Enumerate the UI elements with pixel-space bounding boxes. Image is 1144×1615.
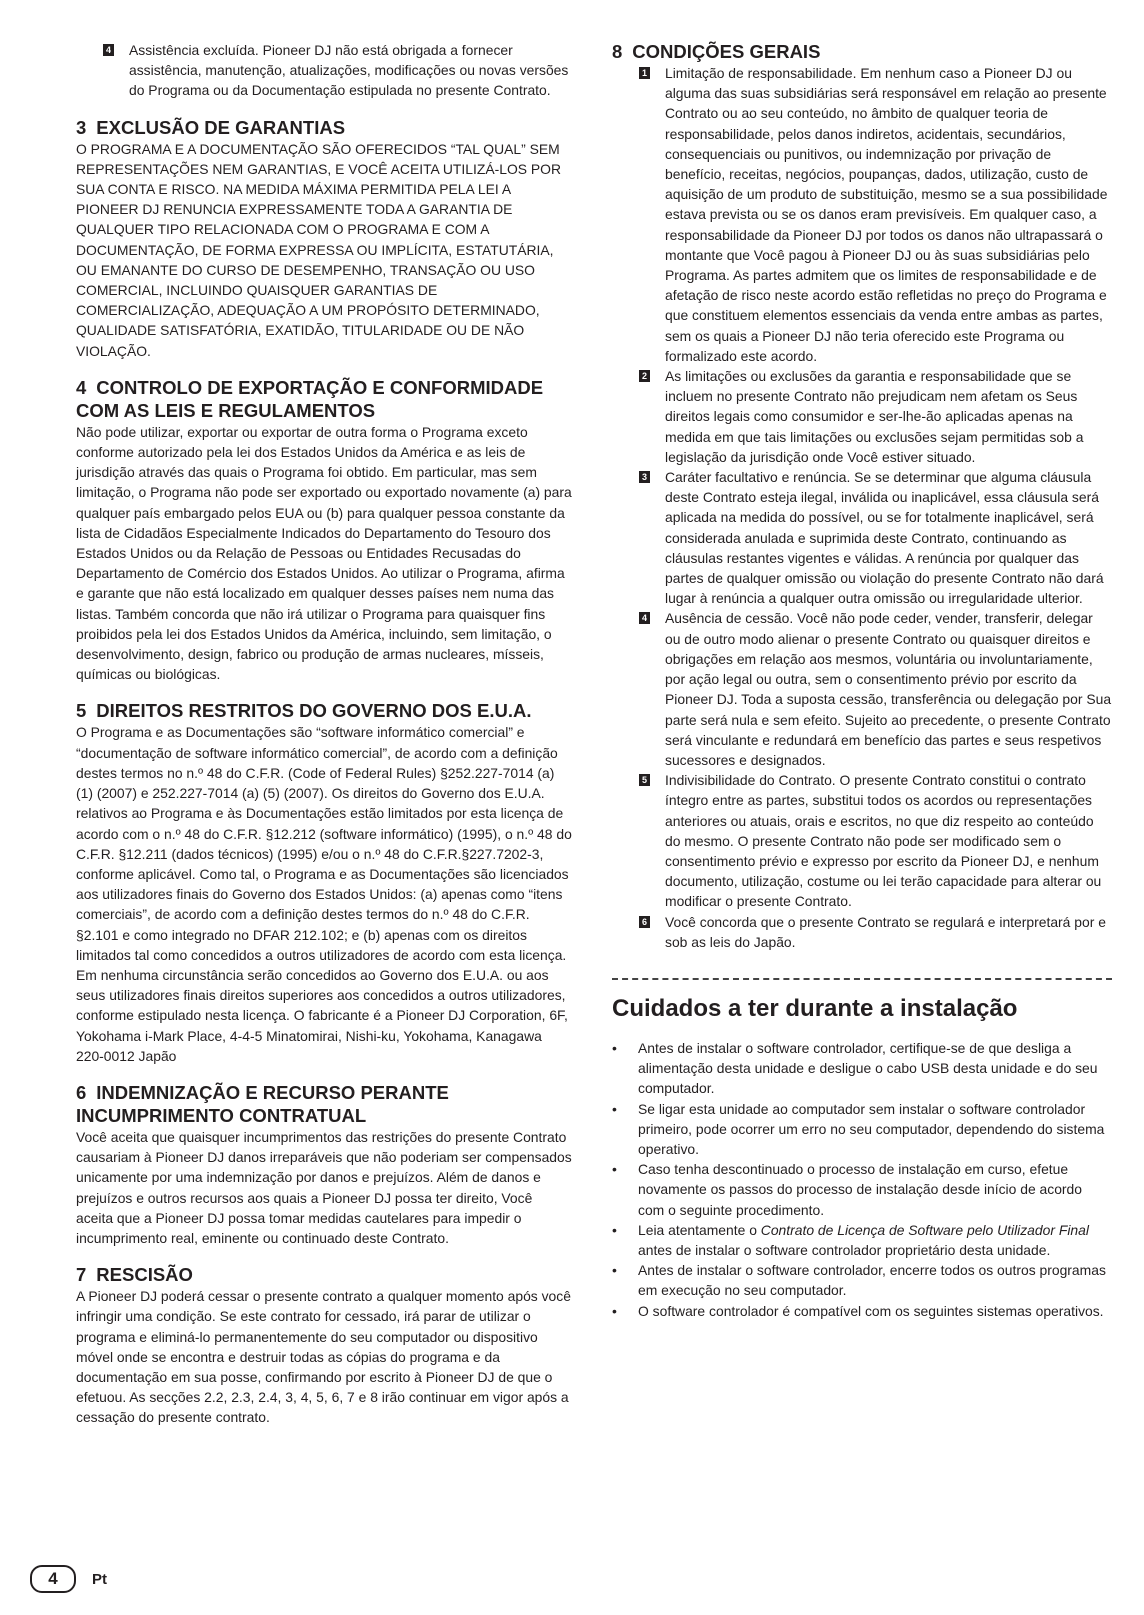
- numbered-item: [639, 912, 1112, 952]
- list-item-text: Antes de instalar o software controlador, certifique-se de que desliga a alimentação desta unidade e desligue o cabo USB desta unidade e do seu computador.: [638, 1039, 1098, 1097]
- section-heading: [612, 40, 1112, 63]
- item-number-badge: 6: [639, 916, 650, 928]
- section-body: O PROGRAMA E A DOCUMENTAÇÃO SÃO OFERECIDOS “TAL QUAL” SEM REPRESENTAÇÕES NEM GARANTIAS, E VOCÊ ACEITA UTILIZÁ-LOS POR SUA CONTA E RISCO. NA MEDIDA MÁXIMA PERMITIDA PELA LEI A PIONEER DJ RENUNCIA EXPRESSAMENTE TODA A GARANTIA DE QUALQUER TIPO RELACIONADA COM O PROGRAMA E COM A DOCUMENTAÇÃO, DE FORMA EXPRESSA OU IMPLÍCITA, ESTATUTÁRIA, OU EMANANTE DO CURSO DE DESEMPENHO, TRANSAÇÃO OU USO COMERCIAL, INCLUINDO QUAISQUER GARANTIAS DE COMERCIALIZAÇÃO, ADEQUAÇÃO A UM PROPÓSITO DETERMINADO, QUALIDADE SATISFATÓRIA, EXATIDÃO, TITULARIDADE OU DE NÃO VIOLAÇÃO.: [76, 140, 561, 359]
- item-number-badge: 1: [639, 67, 650, 79]
- installation-title: Cuidados a ter durante a instalação: [612, 994, 1018, 1022]
- section-number: 8: [612, 41, 623, 62]
- section-4: [76, 376, 572, 685]
- list-item: [612, 1159, 1112, 1220]
- section-number: 5: [76, 700, 87, 722]
- section-8: [612, 40, 1112, 952]
- section-body: A Pioneer DJ poderá cessar o presente contrato a qualquer momento após você infringir uma condição. Se este contrato for cessado, irá parar de utilizar o programa e eliminá-lo permanentemente do seu computador ou dispositivo móvel onde se encontra e destruir todas as cópias do programa e da documentação em sua posse, confirmando por escrito à Pioneer DJ de que o efetuou. As secções 2.2, 2.3, 2.4, 3, 4, 5, 6, 7 e 8 irão continuar em vigor após a cessação do presente contrato.: [76, 1288, 571, 1426]
- section-number: 6: [76, 1081, 87, 1103]
- section-heading: [76, 116, 572, 139]
- text-run: Leia atentamente o: [638, 1221, 761, 1238]
- section-title: CONDIÇÕES GERAIS: [632, 41, 821, 62]
- installation-list: [612, 1038, 1112, 1321]
- list-item: [612, 1099, 1112, 1160]
- numbered-item: [639, 608, 1112, 770]
- installation-section: [612, 994, 1112, 1321]
- bullet-icon: •: [612, 1161, 617, 1178]
- item-text: As limitações ou exclusões da garantia e responsabilidade que se incluem no presente Contrato não prejudicam nem afetam os Seus direitos legais como consumidor e ser-lhe-ão aplicadas apenas na medida em que tais limitações ou exclusões sejam permitidas sob a legislação da jurisdição onde Você estiver situado.: [665, 368, 1084, 465]
- item-text: Indivisibilidade do Contrato. O presente Contrato constitui o contrato íntegro entre as partes, substitui todos os acordos ou representações anteriores ou atuais, orais e escritos, no que diz respeito ao conteúdo do mesmo. O presente Contrato não pode ser modificado sem o consentimento prévio e expresso por escrito da Pioneer DJ, e nenhum documento, utilização, costume ou lei terão capacidade para alterar ou modificar o presente Contrato.: [665, 772, 1102, 910]
- item-number-badge: 3: [639, 471, 650, 483]
- item-text: Caráter facultativo e renúncia. Se se determinar que alguma cláusula deste Contrato esteja ilegal, inválida ou inaplicável, essa cláusula será aplicada na medida do possível, ou se for totalmente inaplicável, será considerada anulada e suprimida deste Contrato, continuando as cláusulas restantes vigentes e válidas. A renúncia por qualquer das partes de qualquer omissão ou violação do presente Contrato não dará lugar à renúncia a qualquer outra omissão ou irregularidade ulterior.: [665, 469, 1104, 607]
- section-heading: [76, 376, 572, 422]
- section-7: [76, 1263, 572, 1427]
- bullet-icon: •: [612, 1039, 617, 1056]
- section-heading: [76, 1081, 572, 1127]
- numbered-item: [103, 40, 572, 101]
- section-body: Você aceita que quaisquer incumprimentos das restrições do presente Contrato causariam à Pioneer DJ danos irreparáveis que não poderiam ser compensados unicamente por uma indemnização por danos e prejuízos. Além de danos e prejuízos e outros recursos aos quais a Pioneer DJ possa ter direito, Você aceita que a Pioneer DJ possa tomar medidas cautelares para impedir o incumprimento real, eminente ou continuado deste Contrato.: [76, 1128, 572, 1246]
- section-heading: [76, 699, 572, 722]
- list-item-text: Se ligar esta unidade ao computador sem instalar o software controlador primeiro, pode ocorrer um erro no seu computador, dependendo do sistema operativo.: [638, 1100, 1105, 1157]
- list-item-text: O software controlador é compatível com os seguintes sistemas operativos.: [638, 1302, 1104, 1319]
- item-text: Limitação de responsabilidade. Em nenhum caso a Pioneer DJ ou alguma das suas subsidiárias será responsável em relação ao presente Contrato ou ao seu conteúdo, no âmbito de qualquer teoria de responsabilidade, pelos danos indiretos, acidentais, secundários, consequenciais ou punitivos, ou indemnização por privação de benefício, receitas, negócios, poupanças, dados, utilização, custo de aquisição de um produto de substituição, mesmo se a sua possibilidade estava prevista ou se os danos eram previsíveis. Em qualquer caso, a responsabilidade da Pioneer DJ por todos os danos não ultrapassará o montante que Você pagou à Pioneer DJ ou às suas subsidiárias pelo Programa. As partes admitem que os limites de responsabilidade e de afetação de risco neste acordo estão refletidas no preço do Programa e que constituem elementos essenciais da venda entre ambas as partes, sem os quais a Pioneer DJ não teria oferecido este Programa ou formalizado este acordo.: [665, 65, 1108, 364]
- section-body: Não pode utilizar, exportar ou exportar de outra forma o Programa exceto conforme autorizado pela lei dos Estados Unidos da América e as leis de jurisdição através das quais o Programa foi obtido. Em particular, mas sem limitação, o Programa não pode ser exportado ou exportado novamente (a) para qualquer país embargado pelos EUA ou (b) para qualquer pessoa constante da lista de Cidadãos Especialmente Indicados do Departamento do Tesouro dos Estados Unidos ou da Relação de Pessoas ou Entidades Recusadas do Departamento de Comércio dos Estados Unidos. Ao utilizar o Programa, afirma e garante que não está localizado em qualquer desses países nem numa das listas. Também concorda que não irá utilizar o Programa para quaisquer fins proibidos pela lei dos Estados Unidos da América, incluindo, sem limitação, o desenvolvimento, design, fabrico ou produção de armas nucleares, mísseis, químicas ou biológicas.: [76, 423, 572, 683]
- bullet-icon: •: [612, 1302, 617, 1319]
- numbered-item: [639, 467, 1112, 608]
- section-6: [76, 1081, 572, 1248]
- section-title: CONTROLO DE EXPORTAÇÃO E CONFORMIDADE COM AS LEIS E REGULAMENTOS: [76, 376, 544, 421]
- right-column: [612, 40, 1112, 1321]
- list-item: [612, 1038, 1112, 1099]
- text-run: antes de instalar o software controlador proprietário desta unidade.: [638, 1241, 1051, 1258]
- list-item-text: [638, 1220, 1112, 1260]
- bullet-icon: •: [612, 1262, 617, 1279]
- section-3: [76, 116, 572, 361]
- bullet-icon: •: [612, 1221, 617, 1238]
- language-code: Pt: [92, 1570, 107, 1588]
- section-number: 3: [76, 116, 87, 138]
- section-title: DIREITOS RESTRITOS DO GOVERNO DOS E.U.A.: [96, 700, 532, 722]
- item-text: Você concorda que o presente Contrato se regulará e interpretará por e sob as leis do Japão.: [665, 913, 1106, 950]
- item-text: Assistência excluída. Pioneer DJ não está obrigada a fornecer assistência, manutenção, atualizações, modificações ou novas versões do Programa ou da Documentação estipulada no presente Contrato.: [129, 42, 569, 99]
- section-heading: [76, 1263, 572, 1286]
- section-title: INDEMNIZAÇÃO E RECURSO PERANTE INCUMPRIMENTO CONTRATUAL: [76, 1081, 449, 1126]
- eula-title: Contrato de Licença de Software pelo Utilizador Final: [760, 1221, 1089, 1238]
- list-item: [612, 1260, 1112, 1300]
- page-footer: [30, 1565, 107, 1593]
- list-item: [612, 1220, 1112, 1260]
- page-number-badge: 4: [30, 1565, 76, 1593]
- numbered-item: [639, 63, 1112, 366]
- section-5: [76, 699, 572, 1065]
- item-number-badge: 5: [639, 774, 650, 786]
- section-title: EXCLUSÃO DE GARANTIAS: [96, 116, 346, 138]
- section-body: O Programa e as Documentações são “software informático comercial” e “documentação de software informático comercial”, de acordo com a definição destes termos no n.º 48 do C.F.R. (Code of Federal Rules) §252.227-7014 (a) (1) (2007) e 252.227-7014 (a) (5) (2007). Os direitos do Governo dos E.U.A. relativos ao Programa e às Documentações estão limitados por esta licença de acordo com o n.º 48 do C.F.R. §12.212 (software informático) (1995), o n.º 48 do C.F.R. §12.211 (dados técnicos) (1995) e/ou o n.º 48 do C.F.R.§227.7202-3, conforme aplicável. Como tal, o Programa e as Documentações são licenciados aos utilizadores finais do Governo dos Estados Unidos: (a) apenas como “itens comerciais”, de acordo com a definição destes termos do n.º 48 do C.F.R. §2.101 e como integrado no DFAR 212.102; e (b) apenas com os direitos limitados tal como concedidos a outros utilizadores de acordo com esta licença. Em nenhuma circunstância serão concedidos ao Governo dos E.U.A. ou aos seus utilizadores finais direitos superiores aos concedidos a outros utilizadores, conforme estipulado nesta licença. O fabricante é a Pioneer DJ Corporation, 6F, Yokohama i-Mark Place, 4-4-5 Minatomirai, Nishi-ku, Yokohama, Kanagawa 220-0012 Japão: [76, 724, 572, 1064]
- numbered-item: [639, 366, 1112, 467]
- numbered-item: [639, 770, 1112, 911]
- item-number-badge: 4: [103, 44, 114, 56]
- list-item: [612, 1301, 1112, 1321]
- bullet-icon: •: [612, 1100, 617, 1117]
- left-column: [76, 40, 572, 1443]
- list-item-text: Caso tenha descontinuado o processo de instalação em curso, efetue novamente os passos do processo de instalação desde início de acordo com o seguinte procedimento.: [638, 1161, 1083, 1218]
- section-number: 4: [76, 376, 87, 398]
- item-number-badge: 2: [639, 370, 650, 382]
- section-number: 7: [76, 1264, 87, 1286]
- section-title: RESCISÃO: [96, 1264, 193, 1286]
- item-text: Ausência de cessão. Você não pode ceder, vender, transferir, delegar ou de outro modo alienar o presente Contrato ou quaisquer direitos e obrigações em relação aos mesmos, voluntária ou involuntariamente, por ação legal ou outra, sem o consentimento prévio por escrito da Pioneer DJ. Toda a suposta cessão, transferência ou delegação por Sua parte será nula e sem efeito. Sujeito ao precedente, o presente Contrato será vinculante e redundará em benefício das partes e seus respetivos sucessores e designados.: [665, 610, 1112, 768]
- item-number-badge: 4: [639, 612, 650, 624]
- list-item-text: Antes de instalar o software controlador, encerre todos os outros programas em execução no seu computador.: [638, 1262, 1106, 1299]
- dashed-divider: [612, 978, 1112, 980]
